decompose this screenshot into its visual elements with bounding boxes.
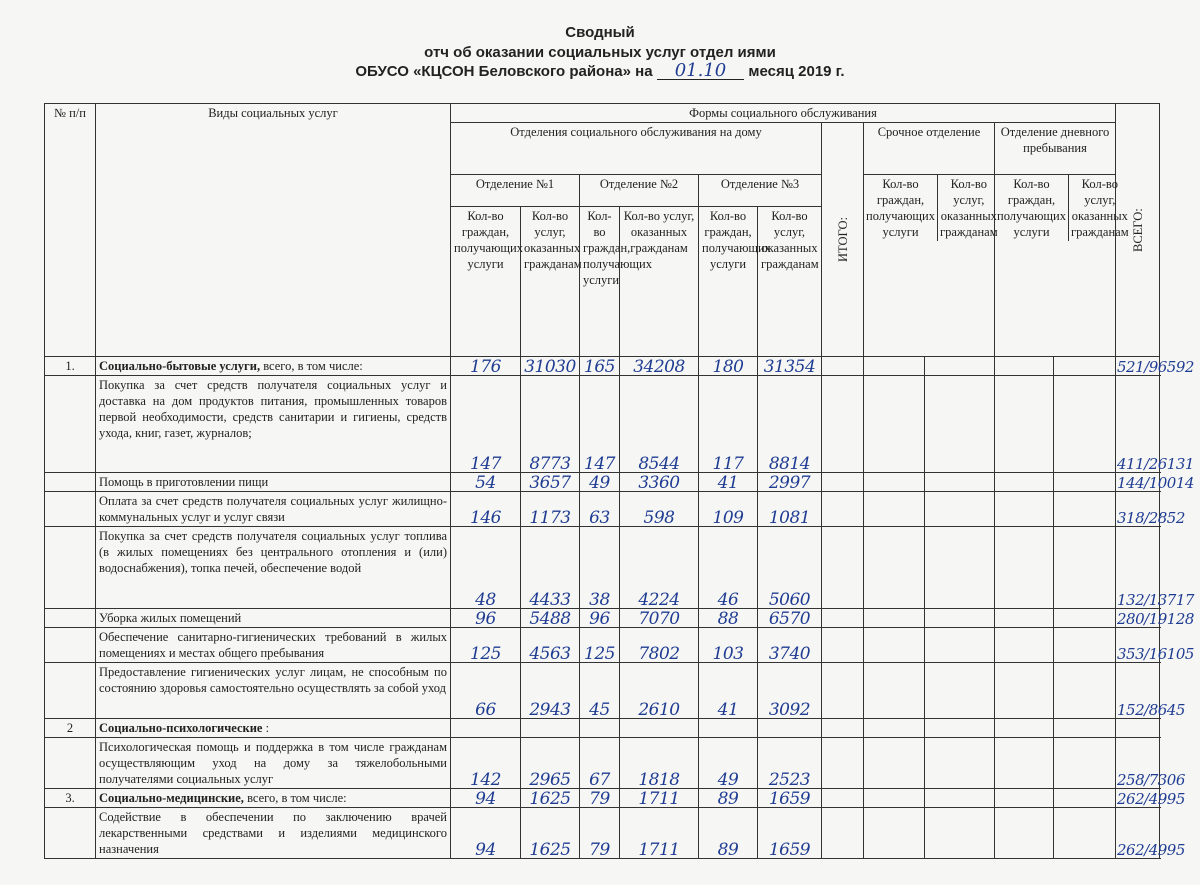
- service-name: [96, 808, 451, 859]
- org-name: ОБУСО «КЦСОН Беловского района» на: [355, 63, 653, 80]
- handwritten-value: [758, 719, 822, 738]
- handwritten-value: 2523: [758, 738, 822, 789]
- service-name-text: Социально-бытовые услуги,: [99, 359, 261, 373]
- empty-cell: [864, 719, 925, 738]
- handwritten-value: 67: [580, 738, 620, 789]
- service-name-text: Социально-психологические: [99, 721, 263, 735]
- handwritten-value: 63: [580, 492, 620, 527]
- col-header-vsego: ВСЕГО:: [1116, 104, 1160, 357]
- service-name: [96, 473, 451, 492]
- empty-cell: [822, 808, 864, 859]
- empty-cell: [864, 789, 925, 808]
- empty-cell: [925, 473, 995, 492]
- col-header-c2: Кол-во услуг, оказанных гражданам: [521, 207, 580, 357]
- report-title: Сводный: [565, 24, 635, 41]
- service-name: [96, 738, 451, 789]
- handwritten-value: 48: [451, 527, 521, 609]
- table-row: [45, 719, 1160, 738]
- service-name-suffix: всего, в том числе:: [260, 359, 363, 373]
- service-name-text: Оплата за счет средств получателя социальных услуг жилищно-коммунальных услуг и услуг связи: [99, 494, 447, 524]
- handwritten-value: 3740: [758, 628, 822, 663]
- handwritten-value: 3360: [620, 473, 699, 492]
- empty-cell: [925, 663, 995, 719]
- empty-cell: [925, 357, 995, 376]
- handwritten-total: 411/26131: [1116, 376, 1160, 473]
- empty-cell: [822, 628, 864, 663]
- handwritten-value: 598: [620, 492, 699, 527]
- col-header-num: № п/п: [45, 104, 96, 357]
- row-number: [45, 473, 96, 492]
- report-body: [45, 357, 1194, 860]
- month-year: месяц 2019 г.: [748, 63, 845, 80]
- col-header-home: Отделения социального обслуживания на дому: [451, 123, 822, 175]
- empty-cell: [995, 376, 1054, 473]
- empty-cell: [864, 492, 925, 527]
- empty-cell: [864, 808, 925, 859]
- empty-cell: [925, 609, 995, 628]
- empty-cell: [925, 808, 995, 859]
- service-name: [96, 609, 451, 628]
- handwritten-value: 38: [580, 527, 620, 609]
- col-header-dept1: Отделение №1: [451, 175, 580, 207]
- handwritten-total: 521/96592: [1117, 358, 1194, 376]
- table-row: [45, 808, 1160, 859]
- empty-cell: [925, 376, 995, 473]
- service-name-text: Содействие в обеспечении по заключению врачей лекарственными средствами и изделиями медицинского назначения: [99, 810, 447, 856]
- handwritten-value: 1625: [521, 808, 580, 859]
- handwritten-total: 262/4995: [1117, 790, 1185, 808]
- handwritten-value: 2943: [521, 663, 580, 719]
- handwritten-value: 96: [580, 609, 620, 628]
- handwritten-value: [699, 719, 758, 738]
- handwritten-value: 8773: [521, 376, 580, 473]
- col-header-c9: Кол-во граждан, получающих услуги: [995, 175, 1069, 241]
- handwritten-value: 88: [699, 609, 758, 628]
- table-row: [45, 492, 1160, 527]
- row-number: [45, 663, 96, 719]
- empty-cell: [864, 357, 925, 376]
- handwritten-value: 1625: [521, 789, 580, 808]
- handwritten-total: 144/10014: [1117, 474, 1194, 492]
- empty-cell: [1054, 808, 1116, 859]
- handwritten-value: 94: [451, 808, 521, 859]
- empty-cell: [925, 719, 995, 738]
- handwritten-value: 180: [699, 357, 758, 376]
- row-number: 3.: [45, 789, 96, 808]
- table-row: [45, 609, 1160, 628]
- empty-cell: [822, 719, 864, 738]
- empty-cell: [1054, 527, 1116, 609]
- table-row: [45, 738, 1160, 789]
- handwritten-value: 31030: [521, 357, 580, 376]
- empty-cell: [1054, 492, 1116, 527]
- col-header-c10: Кол-во услуг, оказанных гражданам: [1071, 177, 1129, 239]
- service-name-text: Предоставление гигиенических услуг лицам, не способным по состоянию здоровья самостоятельно осуществлять за собой уход: [99, 665, 447, 695]
- handwritten-value: 147: [580, 376, 620, 473]
- handwritten-value: 4563: [521, 628, 580, 663]
- handwritten-value: 79: [580, 789, 620, 808]
- service-name: [96, 628, 451, 663]
- handwritten-value: 103: [699, 628, 758, 663]
- handwritten-value: 34208: [620, 357, 699, 376]
- row-number: [45, 808, 96, 859]
- handwritten-value: 1659: [758, 808, 822, 859]
- handwritten-value: 147: [451, 376, 521, 473]
- handwritten-value: 2610: [620, 663, 699, 719]
- empty-cell: [925, 527, 995, 609]
- handwritten-value: 176: [451, 357, 521, 376]
- handwritten-value: 49: [580, 473, 620, 492]
- handwritten-value: 3092: [758, 663, 822, 719]
- col-header-urgent: Срочное отделение: [864, 123, 995, 175]
- handwritten-value: 2997: [758, 473, 822, 492]
- service-name-text: Психологическая помощь и поддержка в том числе гражданам осуществляющим уход на дому за тяжелобольными получателями социальных услуг: [99, 740, 447, 786]
- empty-cell: [1054, 473, 1116, 492]
- empty-cell: [1054, 789, 1116, 808]
- service-name-text: Обеспечение санитарно-гигиенических требований в жилых помещениях и местах общего пребывания: [99, 630, 447, 660]
- empty-cell: [995, 628, 1054, 663]
- row-number: [45, 527, 96, 609]
- handwritten-value: [620, 719, 699, 738]
- table-row: [45, 663, 1160, 719]
- handwritten-value: 1659: [758, 789, 822, 808]
- handwritten-value: 66: [451, 663, 521, 719]
- handwritten-total: 318/2852: [1116, 492, 1160, 527]
- empty-cell: [822, 738, 864, 789]
- empty-cell: [1054, 738, 1116, 789]
- handwritten-value: [580, 719, 620, 738]
- handwritten-value: 7802: [620, 628, 699, 663]
- handwritten-total: 262/4995: [1116, 808, 1160, 859]
- handwritten-value: 4224: [620, 527, 699, 609]
- row-number: [45, 492, 96, 527]
- handwritten-date: 01.10: [657, 63, 745, 80]
- service-name: [96, 357, 451, 376]
- handwritten-value: 125: [580, 628, 620, 663]
- handwritten-total: 353/16105: [1116, 628, 1160, 663]
- report-org-line: [0, 60, 1200, 81]
- service-name-suffix: :: [262, 721, 270, 735]
- service-name: [96, 789, 451, 808]
- handwritten-value: 165: [580, 357, 620, 376]
- handwritten-value: 6570: [758, 609, 822, 628]
- handwritten-value: 7070: [620, 609, 699, 628]
- empty-cell: [864, 663, 925, 719]
- service-name-text: Покупка за счет средств получателя социальных услуг и доставка на дом продуктов питания, промышленных товаров первой необходимости, средств санитарии и гигиены, средств ухода, книг, газет, журналов;: [99, 378, 447, 440]
- empty-cell: [995, 789, 1054, 808]
- handwritten-value: 1818: [620, 738, 699, 789]
- empty-cell: [925, 628, 995, 663]
- empty-cell: [1054, 628, 1116, 663]
- handwritten-value: 31354: [758, 357, 822, 376]
- empty-cell: [864, 628, 925, 663]
- col-header-dept2: Отделение №2: [580, 175, 699, 207]
- row-number: [45, 376, 96, 473]
- handwritten-value: 8814: [758, 376, 822, 473]
- handwritten-value: 5488: [521, 609, 580, 628]
- handwritten-value: 89: [699, 789, 758, 808]
- table-row: [45, 789, 1160, 808]
- empty-cell: [864, 738, 925, 789]
- handwritten-value: 49: [699, 738, 758, 789]
- empty-cell: [864, 527, 925, 609]
- table-row: [45, 473, 1160, 492]
- services-report-table: [44, 103, 1194, 860]
- empty-cell: [1054, 609, 1116, 628]
- col-header-forms: Формы социального обслуживания: [451, 104, 1116, 123]
- service-name: [96, 719, 451, 738]
- row-number: 2: [45, 719, 96, 738]
- handwritten-value: 54: [451, 473, 521, 492]
- empty-cell: [822, 663, 864, 719]
- row-number: [45, 628, 96, 663]
- empty-cell: [822, 376, 864, 473]
- handwritten-value: 3657: [521, 473, 580, 492]
- col-header-c1: Кол-во граждан, получающих услуги: [451, 207, 521, 357]
- empty-cell: [822, 473, 864, 492]
- report-subtitle: отч об оказании социальных услуг отдел иями: [424, 44, 776, 61]
- table-row: [45, 527, 1160, 609]
- handwritten-value: 96: [451, 609, 521, 628]
- service-name: [96, 492, 451, 527]
- empty-cell: [925, 492, 995, 527]
- service-name-suffix: всего, в том числе:: [243, 791, 347, 805]
- handwritten-total: 132/13717: [1116, 527, 1160, 609]
- service-name-text: Покупка за счет средств получателя социальных услуг топлива (в жилых помещениях без центрального отопления и (или) водоснабжения), топка печей, обеспечение водой: [99, 529, 447, 575]
- handwritten-total: 258/7306: [1116, 738, 1160, 789]
- empty-cell: [995, 738, 1054, 789]
- col-header-c4: Кол-во услуг, оказанных гражданам: [620, 207, 699, 357]
- empty-cell: [995, 527, 1054, 609]
- service-name: [96, 376, 451, 473]
- service-name-text: Помощь в приготовлении пищи: [99, 475, 269, 489]
- col-header-c7: Кол-во граждан, получающих услуги: [864, 175, 938, 241]
- empty-cell: [995, 357, 1054, 376]
- handwritten-value: 41: [699, 473, 758, 492]
- handwritten-value: 125: [451, 628, 521, 663]
- empty-cell: [995, 492, 1054, 527]
- handwritten-value: [521, 719, 580, 738]
- table-row: [45, 376, 1160, 473]
- handwritten-value: 117: [699, 376, 758, 473]
- col-header-c5: Кол-во граждан, получающих услуги: [699, 207, 758, 357]
- handwritten-value: 89: [699, 808, 758, 859]
- urgent-spacer: [864, 175, 998, 357]
- handwritten-value: 2965: [521, 738, 580, 789]
- empty-cell: [822, 492, 864, 527]
- handwritten-total: [1116, 719, 1160, 738]
- service-name: [96, 663, 451, 719]
- empty-cell: [864, 609, 925, 628]
- col-header-itogo: ИТОГО:: [822, 123, 864, 357]
- empty-cell: [995, 473, 1054, 492]
- service-name-text: Социально-медицинские,: [99, 791, 244, 805]
- table-row: [45, 357, 1160, 376]
- row-number: [45, 609, 96, 628]
- handwritten-value: 5060: [758, 527, 822, 609]
- table-row: [45, 628, 1160, 663]
- empty-cell: [864, 473, 925, 492]
- handwritten-value: 94: [451, 789, 521, 808]
- empty-cell: [925, 738, 995, 789]
- empty-cell: [995, 609, 1054, 628]
- col-header-day: Отделение дневного пребывания: [995, 123, 1116, 175]
- col-header-c3: Кол-во граждан, получающих услуги: [580, 207, 620, 357]
- handwritten-value: [451, 719, 521, 738]
- col-header-c6: Кол-во услуг, оказанных гражданам: [758, 207, 822, 357]
- handwritten-value: 8544: [620, 376, 699, 473]
- handwritten-value: 1711: [620, 789, 699, 808]
- row-number: [45, 738, 96, 789]
- empty-cell: [1054, 376, 1116, 473]
- service-name: [96, 527, 451, 609]
- empty-cell: [1054, 719, 1116, 738]
- empty-cell: [822, 357, 864, 376]
- empty-cell: [925, 789, 995, 808]
- handwritten-value: 79: [580, 808, 620, 859]
- handwritten-value: 142: [451, 738, 521, 789]
- col-header-kinds: Виды социальных услуг: [96, 104, 451, 357]
- row-number: 1.: [45, 357, 96, 376]
- handwritten-value: 46: [699, 527, 758, 609]
- empty-cell: [822, 789, 864, 808]
- service-name-text: Уборка жилых помещений: [99, 611, 242, 625]
- col-header-c8: Кол-во услуг, оказанных гражданам: [940, 177, 998, 239]
- empty-cell: [822, 609, 864, 628]
- handwritten-value: 146: [451, 492, 521, 527]
- empty-cell: [995, 808, 1054, 859]
- handwritten-value: 45: [580, 663, 620, 719]
- empty-cell: [822, 527, 864, 609]
- handwritten-value: 1711: [620, 808, 699, 859]
- day-spacer: [995, 175, 1129, 357]
- handwritten-value: 1081: [758, 492, 822, 527]
- empty-cell: [1054, 357, 1116, 376]
- col-header-dept3: Отделение №3: [699, 175, 822, 207]
- handwritten-value: 4433: [521, 527, 580, 609]
- empty-cell: [995, 719, 1054, 738]
- handwritten-total: 280/19128: [1117, 610, 1194, 628]
- empty-cell: [1054, 663, 1116, 719]
- empty-cell: [864, 376, 925, 473]
- handwritten-total: 152/8645: [1116, 663, 1160, 719]
- handwritten-value: 41: [699, 663, 758, 719]
- handwritten-value: 109: [699, 492, 758, 527]
- handwritten-value: 1173: [521, 492, 580, 527]
- empty-cell: [995, 663, 1054, 719]
